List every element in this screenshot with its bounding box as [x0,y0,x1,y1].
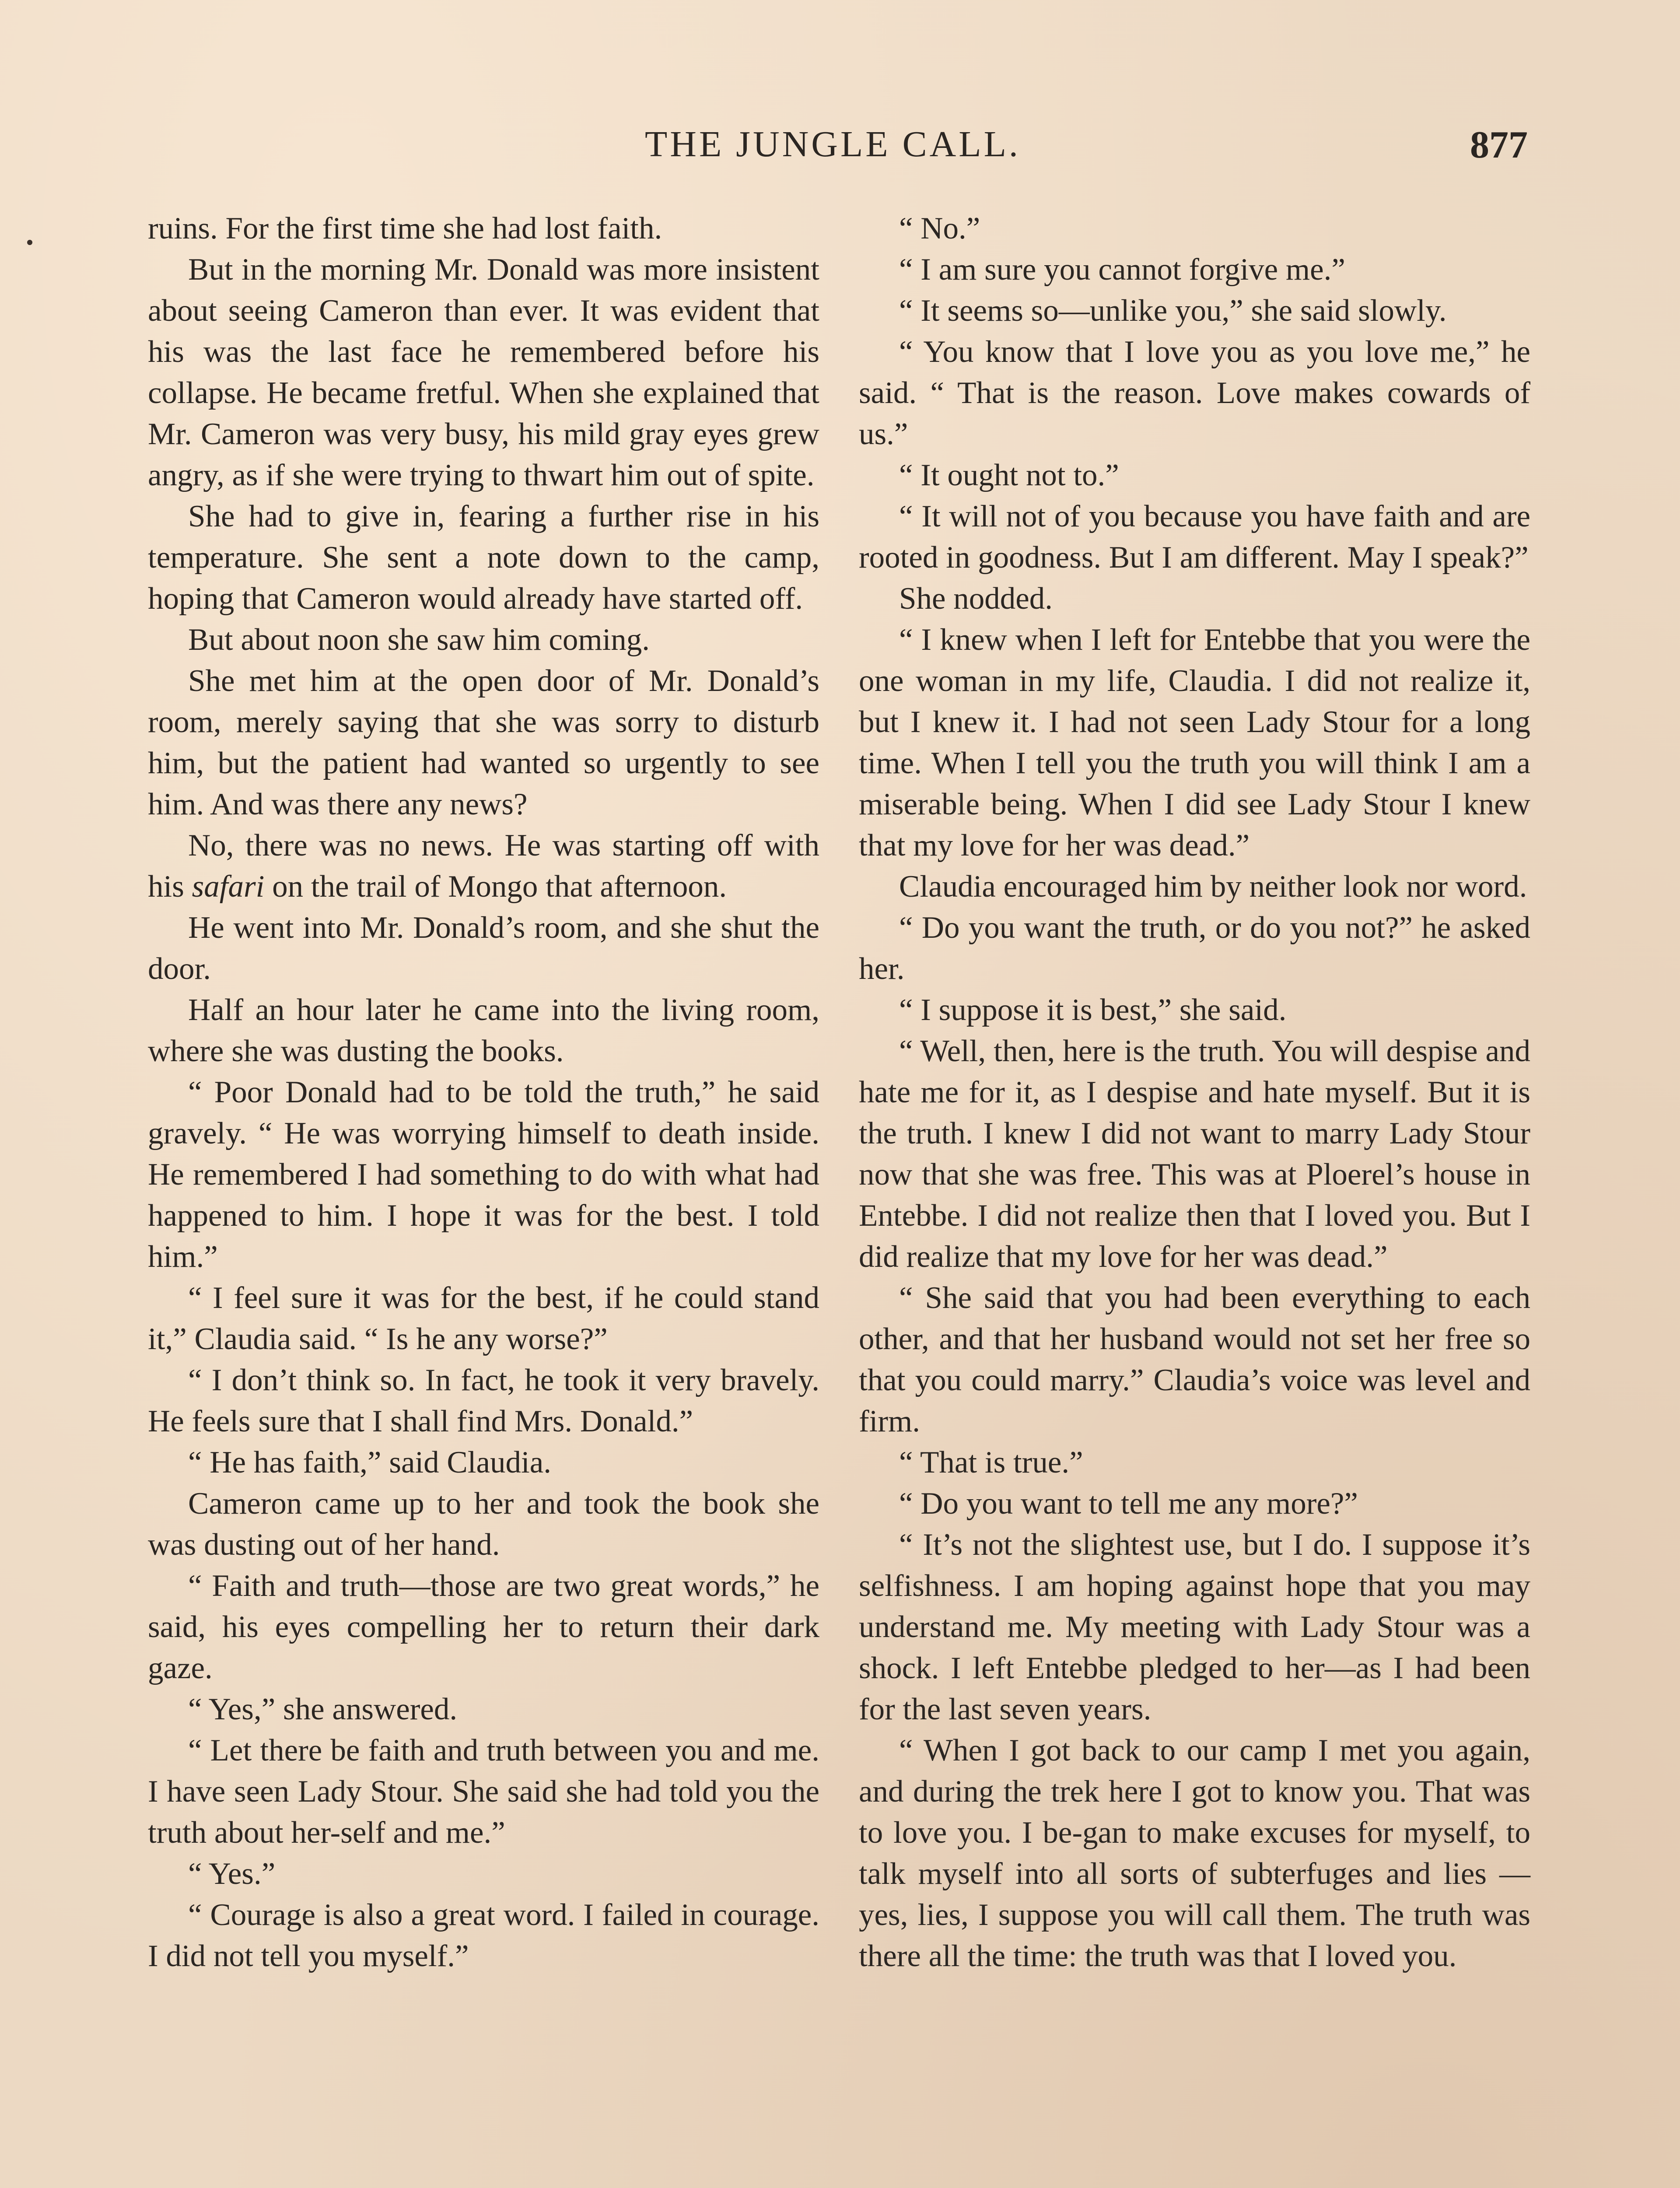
paragraph: Half an hour later he came into the living room, where she was dusting the books. [148,993,819,1068]
paragraph: “ It ought not to.” [899,458,1119,492]
paragraph: “ You know that I love you as you love me,” he said. “ That is the reason. Love makes cowards of us.” [859,335,1530,451]
paragraph: Claudia encouraged him by neither look nor word. [899,870,1527,904]
paragraph: Cameron came up to her and took the book she was dusting out of her hand. [148,1487,819,1562]
italic-word: safari [192,870,265,904]
paragraph-text: on the trail of Mongo that afternoon. [264,870,727,904]
paragraph: “ She said that you had been everything to each other, and that her husband would not set her free so that you could marry.” Claudia’s voice was level and firm. [859,1281,1530,1438]
paragraph [148,825,819,907]
paragraph: He went into Mr. Donald’s room, and she shut the door. [148,911,819,986]
paragraph: “ Do you want the truth, or do you not?” he asked her. [859,911,1530,986]
right-column [859,208,1530,1977]
left-column [148,208,819,1977]
paragraph-text: No, there was no news. He was starting off with his [148,828,819,904]
paragraph: “ When I got back to our camp I met you again, and during the trek here I got to know you. That was to love you. I be-gan to make excuses for myself, to talk myself into all sorts of subterfuges and lies —yes, lies, I suppose you will call them. The truth was there all the time: the truth was that I loved you. [859,1733,1530,1973]
paragraph: “ No.” [899,211,980,245]
paragraph: She met him at the open door of Mr. Donald’s room, merely saying that she was sorry to disturb him, but the patient had wanted so urgently to see him. And was there any news? [148,664,819,821]
paragraph: “ That is true.” [899,1445,1083,1480]
running-title: THE JUNGLE CALL. [645,124,1021,165]
paragraph: “ I feel sure it was for the best, if he could stand it,” Claudia said. “ Is he any worse?” [148,1281,819,1356]
paragraph: “ I knew when I left for Entebbe that you were the one woman in my life, Claudia. I did not realize it, but I knew it. I had not seen Lady Stour for a long time. When I tell you the truth you will think I am a miserable being. When I did see Lady Stour I knew that my love for her was dead.” [859,623,1530,863]
page-number: 877 [1470,124,1528,166]
paragraph: “ It’s not the slightest use, but I do. I suppose it’s selfishness. I am hoping against hope that you may understand me. My meeting with Lady Stour was a shock. I left Entebbe pledged to her—as I had been for the last seven years. [859,1528,1530,1726]
paragraph: “ Yes.” [188,1857,276,1891]
paragraph: “ Well, then, here is the truth. You will despise and hate me for it, as I despise and hate myself. But it is the truth. I knew I did not want to marry Lady Stour now that she was free. This was at Ploerel’s house in Entebbe. I did not realize then that I loved you. But I did realize that my love for her was dead.” [859,1034,1530,1274]
paragraph: She nodded. [899,582,1053,616]
print-speck [27,240,32,245]
paragraph: “ Do you want to tell me any more?” [899,1487,1358,1521]
paragraph: “ I don’t think so. In fact, he took it very bravely. He feels sure that I shall find Mrs. Donald.” [148,1363,819,1438]
paragraph: “ Let there be faith and truth between you and me. I have seen Lady Stour. She said she had told you the truth about her-self and me.” [148,1733,819,1850]
paragraph: “ I suppose it is best,” she said. [899,993,1287,1027]
paragraph: But about noon she saw him coming. [188,623,650,657]
paragraph: “ It seems so—unlike you,” she said slowly. [899,294,1447,328]
paragraph: “ Courage is also a great word. I failed in courage. I did not tell you myself.” [148,1898,819,1973]
paragraph: “ Faith and truth—those are two great words,” he said, his eyes compelling her to return their dark gaze. [148,1569,819,1685]
paragraph: “ It will not of you because you have faith and are rooted in goodness. But I am different. May I speak?” [859,499,1530,575]
page-header [0,0,1680,210]
paragraph: “ He has faith,” said Claudia. [188,1445,552,1480]
paragraph: ruins. For the first time she had lost faith. [148,211,662,245]
paragraph: “ Yes,” she answered. [188,1692,458,1726]
paragraph: But in the morning Mr. Donald was more insistent about seeing Cameron than ever. It was evident that his was the last face he remembered before his collapse. He became fretful. When she explained that Mr. Cameron was very busy, his mild gray eyes grew angry, as if she were trying to thwart him out of spite. [148,252,819,492]
paragraph: “ I am sure you cannot forgive me.” [899,252,1345,287]
paragraph: She had to give in, fearing a further rise in his temperature. She sent a note down to the camp, hoping that Cameron would already have started off. [148,499,819,616]
paragraph: “ Poor Donald had to be told the truth,” he said gravely. “ He was worrying himself to death inside. He remembered I had something to do with what had happened to him. I hope it was for the best. I told him.” [148,1075,819,1274]
